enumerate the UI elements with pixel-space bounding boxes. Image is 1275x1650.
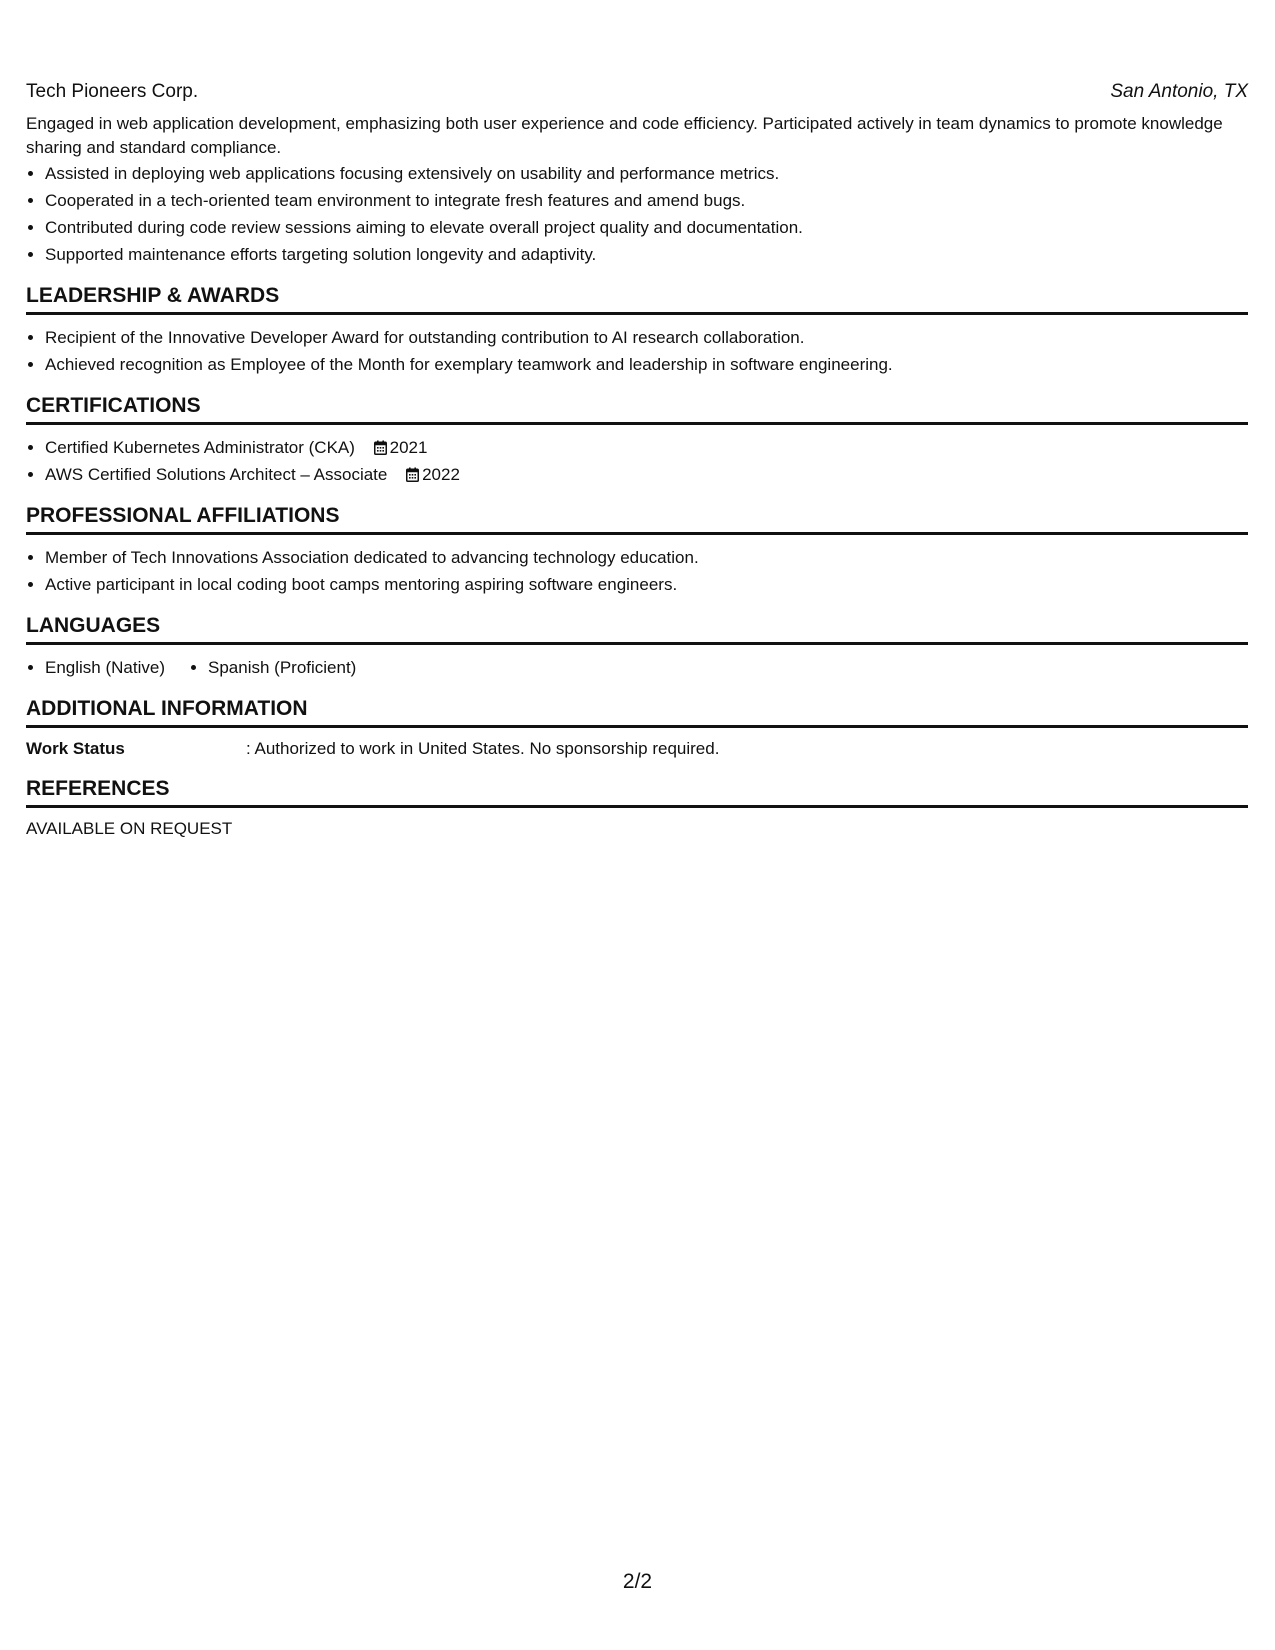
certification-name: Certified Kubernetes Administrator (CKA)	[45, 438, 355, 457]
calendar-icon	[406, 467, 419, 482]
languages-list	[26, 654, 1248, 681]
job-summary: Engaged in web application development, emphasizing both user experience and code efficiency. Participated actively in team dynamics to promote knowledge sharing and standard compliance.	[26, 114, 1223, 157]
job-header	[26, 78, 1248, 106]
certification-name: AWS Certified Solutions Architect – Associate	[45, 465, 388, 484]
section-title: CERTIFICATIONS	[26, 392, 1248, 425]
list-item: Member of Tech Innovations Association dedicated to advancing technology education.	[26, 544, 1248, 571]
section-additional-information	[26, 695, 1248, 761]
resume-page	[26, 78, 1248, 841]
section-title: ADDITIONAL INFORMATION	[26, 695, 1248, 728]
section-title: PROFESSIONAL AFFILIATIONS	[26, 502, 1248, 535]
list-item: Cooperated in a tech-oriented team environment to integrate fresh features and amend bugs.	[26, 187, 1248, 214]
experience-entry	[26, 78, 1248, 268]
company-name: Tech Pioneers Corp.	[26, 81, 199, 102]
work-status-row	[26, 737, 1248, 761]
list-item	[26, 434, 1248, 461]
list-item: Achieved recognition as Employee of the Month for exemplary teamwork and leadership in software engineering.	[26, 351, 1248, 378]
certification-year: 2022	[422, 465, 460, 484]
list-item: Assisted in deploying web applications focusing extensively on usability and performance metrics.	[26, 160, 1248, 187]
list-item	[26, 461, 1248, 488]
section-title: LANGUAGES	[26, 612, 1248, 645]
section-affiliations	[26, 502, 1248, 598]
list-item: Spanish (Proficient)	[189, 654, 356, 681]
list-item: Recipient of the Innovative Developer Award for outstanding contribution to AI research collaboration.	[26, 324, 1248, 351]
section-title: LEADERSHIP & AWARDS	[26, 282, 1248, 315]
section-certifications	[26, 392, 1248, 488]
section-leadership	[26, 282, 1248, 378]
calendar-icon	[374, 440, 387, 455]
certification-year: 2021	[389, 438, 428, 457]
job-bullets	[26, 160, 1248, 268]
work-status-value: : Authorized to work in United States. No sponsorship required.	[246, 739, 720, 758]
references-text: AVAILABLE ON REQUEST	[26, 819, 233, 838]
certifications-list	[26, 434, 1248, 488]
leadership-list	[26, 324, 1248, 378]
page-number: 2/2	[622, 1570, 653, 1593]
list-item: English (Native)	[26, 654, 165, 681]
list-item: Contributed during code review sessions aiming to elevate overall project quality and documentation.	[26, 214, 1248, 241]
section-references	[26, 775, 1248, 841]
affiliations-list	[26, 544, 1248, 598]
list-item: Supported maintenance efforts targeting solution longevity and adaptivity.	[26, 241, 1248, 268]
list-item: Active participant in local coding boot camps mentoring aspiring software engineers.	[26, 571, 1248, 598]
job-location: San Antonio, TX	[1110, 81, 1248, 102]
section-languages	[26, 612, 1248, 681]
work-status-label: Work Status	[26, 739, 125, 758]
section-title: REFERENCES	[26, 775, 1248, 808]
